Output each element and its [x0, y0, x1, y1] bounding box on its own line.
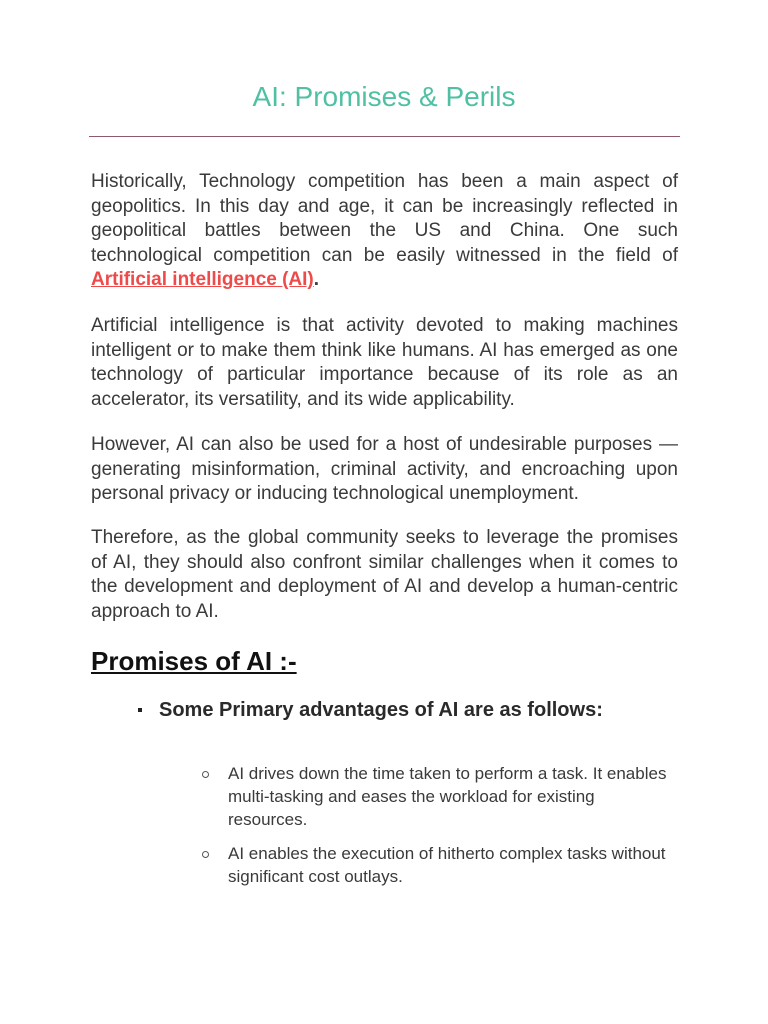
square-bullet-icon	[138, 708, 142, 712]
title-divider	[89, 136, 680, 137]
section-heading-promises: Promises of AI :-	[91, 646, 297, 676]
paragraph-intro-end: .	[313, 269, 320, 291]
paragraph-undesirable-uses: However, AI can also be used for a host of undesirable purposes — generating misinformation, criminal activity, and encroaching upon personal privacy or inducing technological unemployment.	[91, 434, 678, 505]
circle-bullet-icon	[202, 771, 209, 778]
circle-bullet-icon	[202, 851, 209, 858]
paragraph-intro-text: Historically, Technology competition has been a main aspect of geopolitics. In this day and age, it can be increasingly reflected in geopolitical battles between the US and China. One such technological competition can be easily witnessed in the field of	[91, 171, 678, 266]
sub-list-item-text: AI drives down the time taken to perform a task. It enables multi-tasking and eases the workload for existing resources.	[228, 764, 667, 829]
paragraph-human-centric: Therefore, as the global community seeks to leverage the promises of AI, they should also confront similar challenges when it comes to the development and deployment of AI and develop a human-centric approach to AI.	[91, 527, 678, 622]
bullet-text: Some Primary advantages of AI are as follows:	[159, 699, 603, 721]
page-title: AI: Promises & Perils	[252, 81, 516, 112]
paragraph-definition: Artificial intelligence is that activity devoted to making machines intelligent or to make them think like humans. AI has emerged as one technology of particular importance because of its role as an accelerator, its versatility, and its wide applicability.	[91, 315, 678, 410]
ai-link[interactable]: Artificial intelligence (AI)	[91, 269, 314, 291]
paragraph-intro	[91, 170, 678, 293]
sub-list-item-text: AI enables the execution of hitherto complex tasks without significant cost outlays.	[228, 844, 666, 886]
